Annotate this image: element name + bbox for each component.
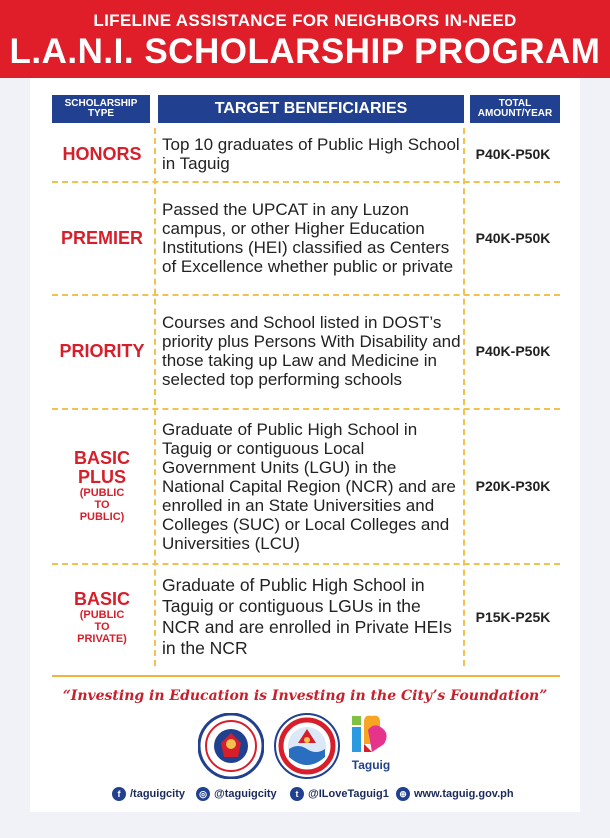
row-description: Graduate of Public High School in Taguig or contiguous Local Government Units (LGU) in the National Capital Region (NCR) and are enrolled in an State Universities and Colleges (SUC) or Local Colleges and Universities (LCU) [162,419,456,553]
facebook-icon: f [112,787,126,801]
row-description: Courses and School listed in DOST’s priority plus Persons With Disability and those taking up Law and Medicine in selected top performing schools [162,313,461,389]
row-description: Graduate of Public High School in Taguig or contiguous LGUs in the NCR and are enrolled in Private HEIs in the NCR [162,575,452,658]
instagram-icon: ◎ [196,787,210,801]
column-header-type [52,95,150,123]
instagram-link[interactable] [196,785,277,803]
globe-icon: ⊕ [396,787,410,801]
row-description: Top 10 graduates of Public High School in Taguig [162,135,460,173]
column-header-type-line1: SCHOLARSHIP [64,98,138,109]
row-amount: P40K-P50K [475,343,551,359]
twitter-handle: @ILoveTaguig1 [308,788,389,800]
program-subtitle: LIFELINE ASSISTANCE FOR NEIGHBORS IN-NEED [93,11,517,30]
row-type-basic [52,567,152,667]
row-divider [52,563,560,565]
website-url: www.taguig.gov.ph [414,788,514,800]
column-divider [463,128,465,666]
city-of-taguig-seal-icon [274,713,340,779]
scholarship-type: BASIC [73,588,130,609]
tagline-quote: “Investing in Education is Investing in the City’s Foundation” [62,688,548,704]
scholarship-office-seal-icon [198,713,264,779]
scholarship-type-subtitle: (PUBLIC TO PUBLIC) [79,487,125,523]
row-amount: P15K-P25K [475,609,551,625]
row-type-basic-plus [52,412,152,560]
row-description: Passed the UPCAT in any Luzon campus, or other Higher Education Institutions (HEI) classified as Centers of Excellence whether public or private [162,200,454,276]
column-divider [154,128,156,666]
facebook-handle: /taguigcity [130,788,186,800]
row-type-honors [52,130,152,178]
scholarship-type: BASIC PLUS [73,448,130,487]
twitter-icon: t [290,787,304,801]
facebook-link[interactable] [112,785,185,803]
row-amount: P40K-P50K [475,230,551,246]
section-divider [52,675,560,677]
website-link[interactable] [396,785,514,803]
row-amount: P20K-P30K [475,478,551,494]
column-header-beneficiaries: TARGET BENEFICIARIES [158,95,464,123]
scholarship-type: PRIORITY [59,340,145,361]
column-header-amount-line2: AMOUNT/YEAR [477,108,553,119]
brand-name: Taguig [351,758,391,772]
twitter-link[interactable] [290,785,389,803]
row-divider [52,181,560,183]
row-type-priority [52,298,152,404]
instagram-handle: @taguigcity [214,788,277,800]
scholarship-type-subtitle: (PUBLIC TO PRIVATE) [77,608,127,645]
column-header-amount-line1: TOTAL [498,98,532,109]
column-header-type-line2: TYPE [87,108,115,119]
program-title: L.A.N.I. SCHOLARSHIP PROGRAM [9,32,601,71]
column-header-amount [470,95,560,123]
header-banner [0,0,610,78]
row-amount: P40K-P50K [475,146,551,162]
row-divider [52,408,560,410]
row-type-premier [52,185,152,291]
scholarship-type: PREMIER [60,227,143,248]
scholarship-type: HONORS [62,143,142,164]
row-divider [52,294,560,296]
